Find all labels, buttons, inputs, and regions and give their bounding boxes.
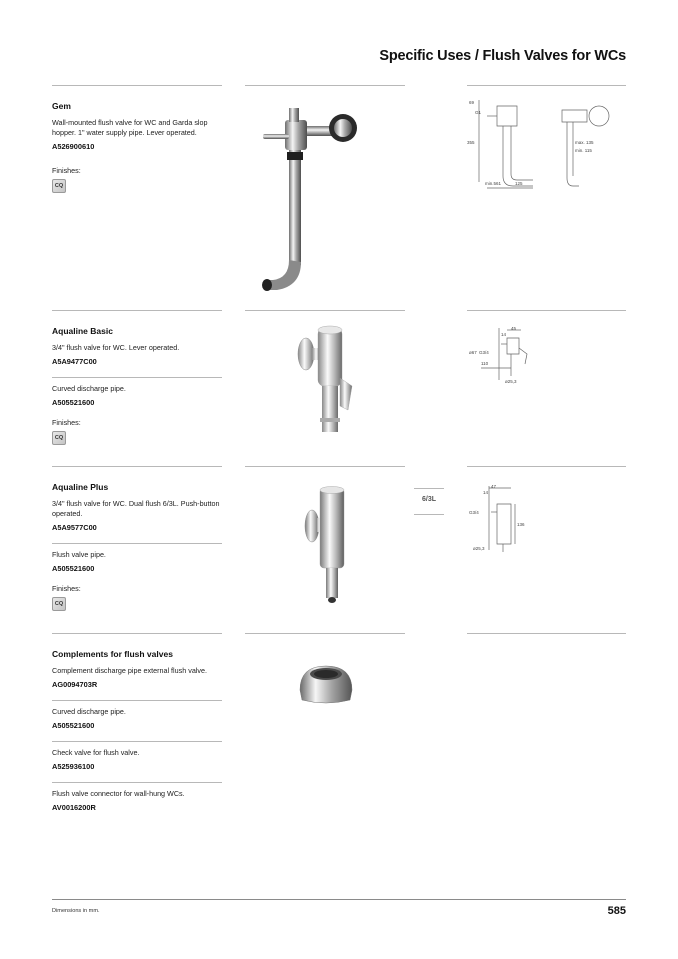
section-rule: [467, 310, 626, 311]
finish-swatch-chrome: CQ: [52, 179, 66, 193]
finishes-label: Finishes:: [52, 166, 81, 175]
dimensions-note: Dimensions in mm.: [52, 908, 100, 914]
drawing-label: 45: [511, 326, 517, 331]
aqualine-plus-technical-drawing: [467, 482, 547, 554]
product-description: 3/4" flush valve for WC. Dual flush 6/3L. Push-button operated.: [52, 499, 220, 518]
drawing-label: 14: [483, 490, 489, 495]
drawing-label: G1: [475, 110, 482, 115]
section-rule: [467, 466, 626, 467]
complement-code: A505521600: [52, 721, 95, 730]
product-gem: [52, 101, 222, 193]
page-title: Specific Uses / Flush Valves for WCs: [379, 48, 626, 64]
drawing-label: 125: [515, 181, 523, 186]
complement-code: AV0016200R: [52, 803, 96, 812]
item-divider: [52, 543, 222, 544]
section-rule: [52, 85, 222, 86]
drawing-label: ø25,3: [473, 546, 485, 551]
product-name: Aqualine Basic: [52, 326, 113, 336]
drawing-label: 136: [517, 522, 525, 527]
complement-code: AG0094703R: [52, 680, 98, 689]
product-code: A526900610: [52, 142, 95, 151]
finish-swatch-chrome: CQ: [52, 431, 66, 445]
product-name: Complements for flush valves: [52, 649, 173, 659]
item-divider: [52, 700, 222, 701]
drawing-label: 110: [481, 361, 489, 366]
product-aqualine-plus: [52, 482, 222, 611]
section-rule: [52, 466, 222, 467]
accessory-code: A505521600: [52, 564, 95, 573]
accessory-description: Flush valve pipe.: [52, 550, 106, 559]
drawing-label: 355: [467, 140, 475, 145]
complement-description: Complement discharge pipe external flush valve.: [52, 666, 208, 675]
drawing-label: ø67: [469, 350, 477, 355]
drawing-label: G3/4: [479, 350, 489, 355]
drawing-label: max. 135: [575, 140, 594, 145]
item-divider: [52, 741, 222, 742]
product-description: Wall-mounted flush valve for WC and Garda slop hopper. 1" water supply pipe. Lever operated.: [52, 118, 208, 137]
drawing-label: 69: [469, 100, 475, 105]
finishes-label: Finishes:: [52, 584, 81, 593]
section-rule: [467, 633, 626, 634]
aqualine-basic-product-photo: [292, 322, 362, 440]
section-rule: [467, 85, 626, 86]
drawing-label: min.561: [485, 181, 502, 186]
product-name: Aqualine Plus: [52, 482, 109, 492]
accessory-code: A505521600: [52, 398, 95, 407]
gem-product-photo: [255, 100, 370, 292]
finishes-label: Finishes:: [52, 418, 81, 427]
section-rule: [245, 310, 405, 311]
product-complements: [52, 649, 222, 813]
aqualine-plus-product-photo: [300, 484, 360, 608]
dual-flush-badge: 6/3L: [422, 496, 437, 503]
section-rule: [245, 466, 405, 467]
drawing-label: 14: [501, 332, 507, 337]
finish-swatch-chrome: CQ: [52, 597, 66, 611]
accessory-description: Curved discharge pipe.: [52, 384, 126, 393]
product-aqualine-basic: [52, 326, 222, 445]
badge-rule: [414, 488, 444, 489]
drawing-label: G3/4: [469, 510, 479, 515]
section-rule: [245, 85, 405, 86]
complement-description: Check valve for flush valve.: [52, 748, 140, 757]
badge-rule: [414, 514, 444, 515]
section-rule: [52, 633, 222, 634]
page-number: 585: [607, 905, 626, 917]
aqualine-basic-technical-drawing: [467, 324, 547, 384]
drawing-label: 47: [491, 484, 497, 489]
gem-technical-drawing: [467, 96, 627, 194]
item-divider: [52, 782, 222, 783]
product-code: A5A9477C00: [52, 357, 97, 366]
drawing-label: ø25,3: [505, 379, 517, 384]
footer-rule: [52, 899, 626, 900]
product-code: A5A9577C00: [52, 523, 97, 532]
complement-rosette-photo: [296, 660, 356, 706]
complement-description: Flush valve connector for wall-hung WCs.: [52, 789, 185, 798]
section-rule: [245, 633, 405, 634]
drawing-label: min. 115: [575, 148, 592, 153]
section-rule: [52, 310, 222, 311]
complement-code: A525936100: [52, 762, 95, 771]
product-name: Gem: [52, 101, 71, 111]
product-description: 3/4" flush valve for WC. Lever operated.: [52, 343, 180, 352]
item-divider: [52, 377, 222, 378]
complement-description: Curved discharge pipe.: [52, 707, 126, 716]
